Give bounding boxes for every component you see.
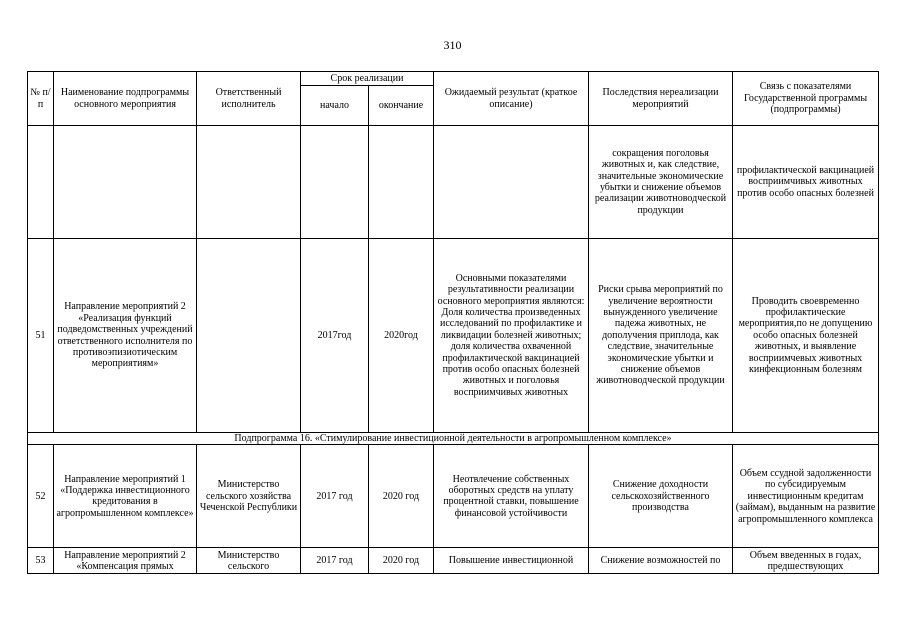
- cell-result: Основными показателями результативности реализации основного мероприятия являются: Доля количества произведенных исследований по профилактике и ликвидации болезней животных; доля количества охваченной профилактической вакцинацией против особо опасных болезней животных и поголовья восприимчивых животных: [434, 239, 589, 433]
- header-result: Ожидаемый результат (краткое описание): [434, 72, 589, 126]
- cell-consequences: Снижение возможностей по: [589, 548, 733, 574]
- section-title: Подпрограмма 16. «Стимулирование инвестиционной деятельности в агропромышленном комплексе»: [28, 433, 879, 445]
- measures-table: [27, 71, 879, 574]
- cell-num: 52: [28, 445, 54, 548]
- cell-name: Направление мероприятий 2 «Реализация функций подведомственных учреждений ответственного исполнителя по противоэпизиотическим мероприятиям»: [54, 239, 197, 433]
- table-row: [28, 239, 879, 433]
- cell-start: 2017 год: [301, 445, 369, 548]
- header-end: окончание: [369, 86, 434, 126]
- cell-num: 53: [28, 548, 54, 574]
- cell-executor: Министерство сельского: [197, 548, 301, 574]
- cell-name: [54, 126, 197, 239]
- cell-start: [301, 126, 369, 239]
- cell-consequences: сокращения поголовья животных и, как следствие, значительные экономические убытки и снижение объемов реализации животноводческой продукции: [589, 126, 733, 239]
- cell-name: Направление мероприятий 1 «Поддержка инвестиционного кредитования в агропромышленном комплексе»: [54, 445, 197, 548]
- cell-link: Объем ссудной задолженности по субсидируемым инвестиционным кредитам (займам), выданным на развитие агропромышленного комплекса: [733, 445, 879, 548]
- table-row: [28, 126, 879, 239]
- header-consequences: Последствия нереализации мероприятий: [589, 72, 733, 126]
- cell-consequences: Риски срыва мероприятий по увеличение вероятности вынужденного увеличение падежа животных, не дополучения приплода, как следствие, значительные экономические убытки и снижение объемов животноводческой продукции: [589, 239, 733, 433]
- cell-name: Направление мероприятий 2 «Компенсация прямых: [54, 548, 197, 574]
- cell-end: [369, 126, 434, 239]
- cell-link: Объем введенных в годах, предшествующих: [733, 548, 879, 574]
- cell-end: 2020 год: [369, 548, 434, 574]
- header-start: начало: [301, 86, 369, 126]
- cell-link: профилактической вакцинацией восприимчивых животных против особо опасных болезней: [733, 126, 879, 239]
- header-name: Наименование подпрограммы основного мероприятия: [54, 72, 197, 126]
- header-num: № п/п: [28, 72, 54, 126]
- cell-start: 2017 год: [301, 548, 369, 574]
- table-row: [28, 445, 879, 548]
- cell-num: [28, 126, 54, 239]
- cell-result: Повышение инвестиционной: [434, 548, 589, 574]
- cell-start: 2017год: [301, 239, 369, 433]
- cell-executor: [197, 239, 301, 433]
- cell-end: 2020год: [369, 239, 434, 433]
- section-row: [28, 433, 879, 445]
- header-link: Связь с показателями Государственной программы (подпрограммы): [733, 72, 879, 126]
- cell-result: Неотвлечение собственных оборотных средств на уплату процентной ставки, повышение финансовой устойчивости: [434, 445, 589, 548]
- cell-consequences: Снижение доходности сельскохозяйственного производства: [589, 445, 733, 548]
- page-number: 310: [443, 38, 462, 52]
- cell-num: 51: [28, 239, 54, 433]
- header-executor: Ответственный исполнитель: [197, 72, 301, 126]
- cell-executor: [197, 126, 301, 239]
- cell-executor: Министерство сельского хозяйства Чеченской Республики: [197, 445, 301, 548]
- cell-result: [434, 126, 589, 239]
- header-term: Срок реализации: [301, 72, 434, 86]
- cell-link: Проводить своевременно профилактические мероприятия,по не допущению особо опасных болезней животных, и выявление восприимчевых животных кинфекционным болезням: [733, 239, 879, 433]
- cell-end: 2020 год: [369, 445, 434, 548]
- table-row: [28, 548, 879, 574]
